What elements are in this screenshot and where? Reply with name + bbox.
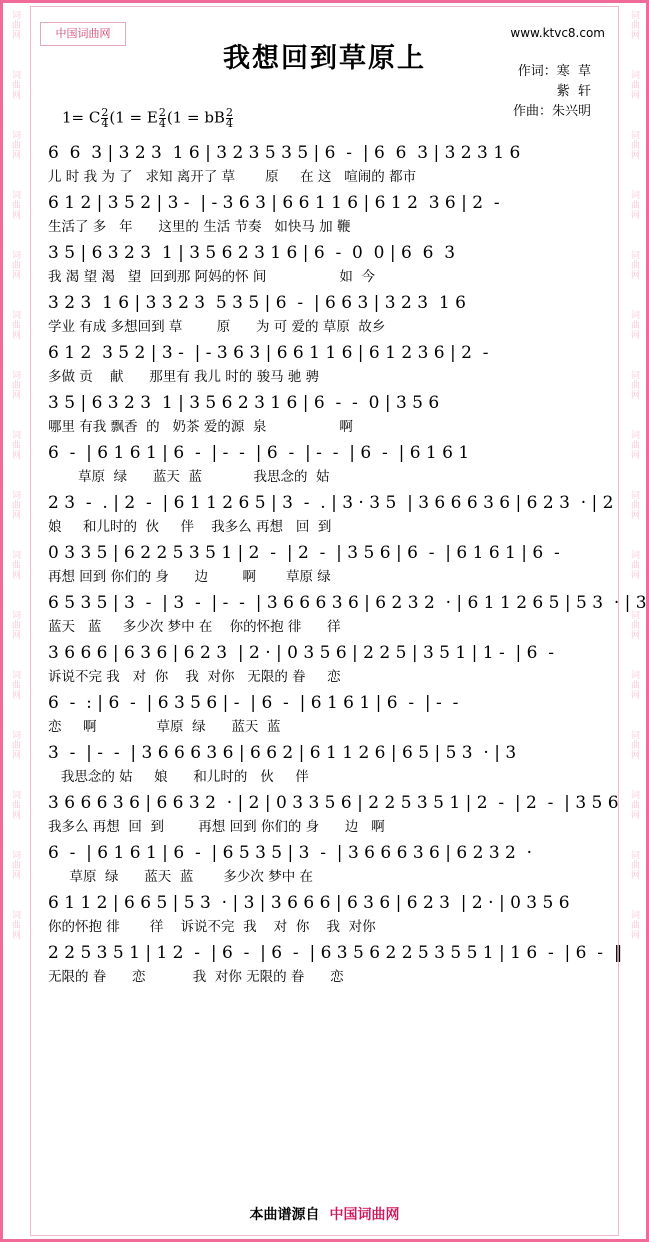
watermark-text: 词曲网 [10,850,20,880]
time-signature-alt1: $\frac{2}{4}$ [158,106,166,130]
score-notes: 3 5 | 6 3 2 3 1 | 3 5 6 2 3 1 6 | 6 - 0 0 | 6 6 3 [48,243,456,263]
score-lyric: 我多么 再想 回 到 再想 回到 你们的 身 边 啊 [48,819,385,835]
score-lyric: 草原 绿 蓝天 蓝 我思念的 姑 [48,469,330,485]
watermark-text: 词曲网 [629,730,639,760]
score-lyric: 无限的 眷 恋 我 对你 无限的 眷 恋 [48,969,344,985]
score-notes: 6 - | 6 1 6 1 | 6 - | 6 5 3 5 | 3 - | 3 6 6 6 3 6 | 6 2 3 2 · [48,843,533,863]
score-notes: 3 6 6 6 3 6 | 6 6 3 2 · | 2 | 0 3 3 5 6 | 2 2 5 3 5 1 | 2 - | 2 - | 3 5 6 [48,793,619,813]
score-notes: 6 1 1 2 | 6 6 5 | 5 3 · | 3 | 3 6 6 6 | 6 3 6 | 6 2 3 | 2 · | 0 3 5 6 [48,893,570,913]
score-system [48,790,619,838]
watermark-text: 词曲网 [10,730,20,760]
credits-block [513,62,591,122]
watermark-text: 词曲网 [10,610,20,640]
watermark-text: 词曲网 [10,70,20,100]
score-lyric: 再想 回到 你们的 身 边 啊 草原 绿 [48,569,331,585]
score-lyric: 娘 和儿时的 伙 伴 我多么 再想 回 到 [48,519,332,535]
footer-brand[interactable]: 中国词曲网 [329,1207,400,1223]
watermark-text: 词曲网 [629,10,639,40]
watermark-text: 词曲网 [629,310,639,340]
score-lyric: 我思念的 姑 娘 和儿时的 伙 伴 [48,769,309,785]
score-lyric: 学业 有成 多想回到 草 原 为 可 爱的 草原 故乡 [48,319,386,335]
watermark-text: 词曲网 [629,850,639,880]
site-url[interactable]: www.ktvc8.com [510,26,605,40]
score-notes: 6 - : | 6 - | 6 3 5 6 | - | 6 - | 6 1 6 1 | 6 - | - - [48,693,459,713]
watermark-text: 词曲网 [629,490,639,520]
watermark-text: 词曲网 [629,70,639,100]
composer-name: 朱兴明 [551,104,591,119]
watermark-text: 词曲网 [10,310,20,340]
score-notes: 0 3 3 5 | 6 2 2 5 3 5 1 | 2 - | 2 - | 3 5 6 | 6 - | 6 1 6 1 | 6 - [48,543,560,563]
score-lyric: 哪里 有我 飘香 的 奶茶 爱的源 泉 啊 [48,419,353,435]
watermark-text: 词曲网 [10,10,20,40]
watermark-text: 词曲网 [10,490,20,520]
score-lyric: 生活了 多 年 这里的 生活 节奏 如快马 加 鞭 [48,219,351,235]
score-notes: 3 2 3 1 6 | 3 3 2 3 5 3 5 | 6 - | 6 6 3 | 3 2 3 1 6 [48,293,466,313]
score-notes: 6 - | 6 1 6 1 | 6 - | - - | 6 - | - - | 6 - | 6 1 6 1 [48,443,470,463]
watermark-text: 词曲网 [629,190,639,220]
watermark-text: 词曲网 [629,550,639,580]
score-system [48,240,604,288]
watermark-text: 词曲网 [629,130,639,160]
score-lyric: 诉说不完 我 对 你 我 对你 无限的 眷 恋 [48,669,341,685]
score-notes: 6 1 2 | 3 5 2 | 3 - | - 3 6 3 | 6 6 1 1 6 | 6 1 2 3 6 | 2 - [48,193,500,213]
score-system [48,340,604,388]
score-lyric: 恋 啊 草原 绿 蓝天 蓝 [48,719,281,735]
footer [0,1204,649,1224]
score-notes: 2 2 5 3 5 1 | 1 2 - | 6 - | 6 - | 6 3 5 6 2 2 5 3 5 5 1 | 1 6 - | 6 - ‖ [48,943,623,963]
watermark-text: 词曲网 [10,430,20,460]
score-lyric: 你的怀抱 徘 徉 诉说不完 我 对 你 我 对你 [48,919,376,935]
key-sig-key: C [88,108,101,127]
score-notes: 6 5 3 5 | 3 - | 3 - | - - | 3 6 6 6 3 6 | 6 2 3 2 · | 6 1 1 2 6 5 | 5 3 · | 3 [48,593,647,613]
score-system [48,640,604,688]
watermark-text: 词曲网 [10,370,20,400]
score-notes: 2 3 - . | 2 - | 6 1 1 2 6 5 | 3 - . | 3 · 3 5 | 3 6 6 6 3 6 | 6 2 3 · | 2 [48,493,614,513]
score-lyric: 草原 绿 蓝天 蓝 多少次 梦中 在 [48,869,313,885]
score-system [48,290,604,338]
lyricist-name-2: 紫 轩 [556,84,591,99]
watermark-text: 词曲网 [10,550,20,580]
time-signature-alt2: $\frac{2}{4}$ [225,106,233,130]
watermark-text: 词曲网 [629,610,639,640]
score-system [48,390,604,438]
watermark-column-right [619,0,649,1252]
score-system [48,440,604,488]
score-notes: 6 6 3 | 3 2 3 1 6 | 3 2 3 5 3 5 | 6 - | 6 6 3 | 3 2 3 1 6 [48,143,521,163]
watermark-text: 词曲网 [629,430,639,460]
watermark-text: 词曲网 [10,250,20,280]
score-system [48,890,604,938]
footer-source-label: 本曲谱源自 [249,1207,320,1223]
page-title: 我想回到草原上 [223,43,426,74]
watermark-text: 词曲网 [629,790,639,820]
lyricist-name-1: 寒 草 [556,64,591,79]
watermark-text: 词曲网 [629,910,639,940]
score-notes: 6 1 2 3 5 2 | 3 - | - 3 6 3 | 6 6 1 1 6 | 6 1 2 3 6 | 2 - [48,343,489,363]
score-notes: 3 - | - - | 3 6 6 6 3 6 | 6 6 2 | 6 1 1 2 6 | 6 5 | 5 3 · | 3 [48,743,517,763]
watermark-text: 词曲网 [10,910,20,940]
score-system [48,740,604,788]
lyricist-label: 作词： [517,64,557,79]
score-system [48,940,623,988]
score-system [48,140,604,188]
score-system [48,190,604,238]
watermark-text: 词曲网 [629,670,639,700]
score-notes: 3 6 6 6 | 6 3 6 | 6 2 3 | 2 · | 0 3 5 6 | 2 2 5 | 3 5 1 | 1 - | 6 - [48,643,555,663]
score-lyric: 儿 时 我 为 了 求知 离开了 草 原 在 这 喧闹的 都市 [48,169,417,185]
watermark-text: 词曲网 [629,370,639,400]
watermark-column-left [0,0,30,1252]
score-notes: 3 5 | 6 3 2 3 1 | 3 5 6 2 3 1 6 | 6 - - 0 | 3 5 6 [48,393,440,413]
composer-label: 作曲： [512,104,552,119]
score-system [48,690,604,738]
score-system [48,490,614,538]
time-signature: $\frac{2}{4}$ [101,106,109,130]
site-logo[interactable]: 中国词曲网 [40,22,126,46]
score-system [48,540,604,588]
watermark-text: 词曲网 [629,250,639,280]
score-lyric: 蓝天 蓝 多少次 梦中 在 你的怀抱 徘 徉 [48,619,341,635]
key-sig-alt2: bB [204,108,225,127]
key-sig-alt1: E [146,108,158,127]
watermark-text: 词曲网 [10,790,20,820]
watermark-text: 词曲网 [10,670,20,700]
key-signature: 1= C $\frac{2}{4}$ (1 = E $\frac{2}{4}$ (1 = bB $\frac{2}{4}$ [62,106,233,130]
score-lyric: 我 渴 望 渴 望 回到那 阿妈的怀 间 如 今 [48,269,375,285]
score-system [48,840,604,888]
watermark-text: 词曲网 [10,130,20,160]
watermark-text: 词曲网 [10,190,20,220]
score-lyric: 多做 贡 献 那里有 我儿 时的 骏马 驰 骋 [48,369,320,385]
